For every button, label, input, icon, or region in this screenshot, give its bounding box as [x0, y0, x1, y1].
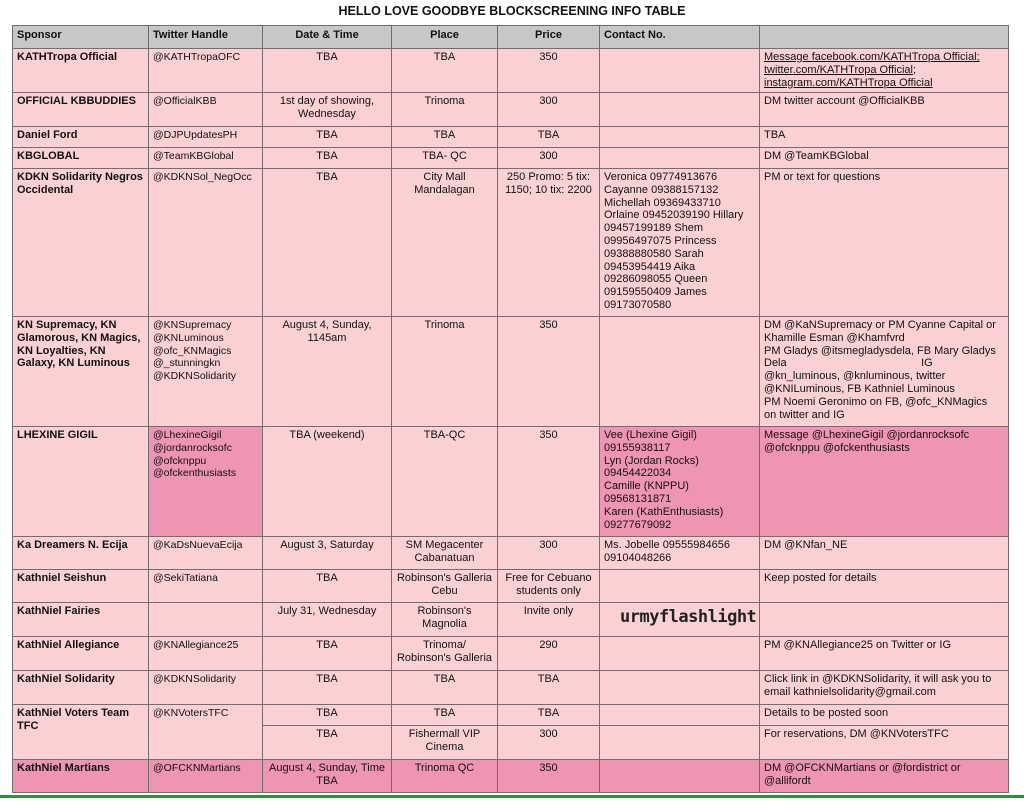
contact-line: Veronica 09774913676: [604, 171, 718, 183]
handle-line: @KNLuminous: [153, 331, 224, 344]
price-cell: 300: [498, 148, 600, 169]
contact-line: Michellah 09369433710: [604, 196, 721, 209]
handle-cell: @TeamKBGlobal: [149, 148, 263, 169]
notes-cell: PM or text for questions: [760, 169, 1009, 317]
handle-cell: @SekiTatiana: [149, 570, 263, 603]
contact-cell: [600, 760, 760, 793]
date-cell: August 4, Sunday, Time TBA: [263, 760, 392, 793]
date-cell: TBA: [263, 705, 392, 726]
handle-cell: @KNVotersTFC: [149, 705, 263, 760]
contact-line: Orlaine 09452039190 Hillary: [604, 209, 744, 222]
contact-cell: [600, 537, 760, 570]
table-row: [13, 317, 1009, 427]
notes-cell: Click link in @KDKNSolidarity, it will ask you to email kathnielsolidarity@gmail.com: [760, 671, 1009, 705]
place-cell: TBA: [392, 49, 498, 93]
notes-line: DM @KaNSupremacy or PM Cyanne Capital or: [764, 319, 996, 331]
date-cell: July 31, Wednesday: [263, 603, 392, 637]
contact-line: Vee (Lhexine Gigil): [604, 429, 697, 441]
price-cell: Free for Cebuano students only: [498, 570, 600, 603]
notes-line: @KNILuminous, FB Kathniel Luminous: [764, 382, 955, 395]
place-cell: Trinoma/ Robinson's Galleria: [392, 637, 498, 671]
place-cell: Fishermall VIP Cinema: [392, 726, 498, 760]
contact-cell: [600, 148, 760, 169]
table-row: [13, 127, 1009, 148]
notes-cell: TBA: [760, 127, 1009, 148]
sponsor-cell: KathNiel Martians: [13, 760, 149, 793]
place-cell: Trinoma: [392, 317, 498, 427]
notes-cell: Message facebook.com/KATHTropa Official; twitter.com/KATHTropa Official; instagram.com/KATHTropa Official: [760, 49, 1009, 93]
price-cell: 300: [498, 726, 600, 760]
contact-line: 09277679092: [604, 518, 672, 531]
date-cell: TBA: [263, 49, 392, 93]
price-cell: 350: [498, 49, 600, 93]
handle-cell: @OfficialKBB: [149, 93, 263, 127]
table-row: [13, 671, 1009, 705]
price-cell: 350: [498, 317, 600, 427]
table-row: [13, 637, 1009, 671]
bottom-border: [0, 795, 1024, 798]
price-cell: TBA: [498, 705, 600, 726]
contact-cell: [600, 726, 760, 760]
notes-cell: DM @KNfan_NE: [760, 537, 1009, 570]
sponsor-cell: KATHTropa Official: [13, 49, 149, 93]
header-row: [13, 26, 1009, 49]
handle-line: @ofcknppu: [153, 454, 207, 467]
notes-cell: DM @OFCKNMartians or @fordistrict or @allifordt: [760, 760, 1009, 793]
handle-cell: [149, 317, 263, 427]
handle-line: @_stunningkn: [153, 357, 221, 370]
contact-line: 09388880580 Sarah: [604, 247, 704, 260]
handle-line: @LhexineGigil: [153, 429, 222, 441]
header-sponsor: Sponsor: [13, 26, 149, 49]
notes-cell: Message @LhexineGigil @jordanrocksofc @ofcknppu @ofckenthusiasts: [760, 427, 1009, 537]
date-cell: August 3, Saturday: [263, 537, 392, 570]
price-cell: TBA: [498, 127, 600, 148]
contact-cell: [600, 127, 760, 148]
contact-line: 09454422034: [604, 467, 672, 480]
place-cell: City Mall Mandalagan: [392, 169, 498, 317]
place-cell: Robinson's Magnolia: [392, 603, 498, 637]
contact-line: 09453954419 Aika: [604, 260, 696, 273]
sponsor-cell: KathNiel Solidarity: [13, 671, 149, 705]
notes-cell: Details to be posted soon: [760, 705, 1009, 726]
date-cell: TBA: [263, 169, 392, 317]
sponsor-cell: Daniel Ford: [13, 127, 149, 148]
handle-cell: @DJPUpdatesPH: [149, 127, 263, 148]
notes-line: PM Gladys @itsmegladysdela, FB Mary Gladys: [764, 344, 996, 357]
contact-line: Camille (KNPPU): [604, 480, 689, 493]
price-cell: 290: [498, 637, 600, 671]
table-row: [13, 570, 1009, 603]
contact-line: 09956497075 Princess: [604, 234, 717, 247]
header-contact: Contact No.: [600, 26, 760, 49]
watermark-text: urmyflashlight: [620, 607, 757, 627]
contact-cell: [600, 637, 760, 671]
notes-line: @kn_luminous, @knluminous, twitter: [764, 370, 946, 383]
date-cell: TBA: [263, 671, 392, 705]
header-notes: [760, 26, 1009, 49]
price-cell: 350: [498, 427, 600, 537]
notes-cell: [760, 603, 1009, 637]
date-cell: TBA: [263, 148, 392, 169]
contact-cell: [600, 317, 760, 427]
contact-line: 09457199189 Shem: [604, 222, 704, 235]
contact-cell: [600, 671, 760, 705]
handle-cell: @OFCKNMartians: [149, 760, 263, 793]
table-row: [13, 49, 1009, 93]
price-cell: 300: [498, 537, 600, 570]
table-row: [13, 93, 1009, 127]
handle-cell: @KaDsNuevaEcija: [149, 537, 263, 570]
notes-cell: DM twitter account @OfficialKBB: [760, 93, 1009, 127]
notes-line: PM Noemi Geronimo on FB, @ofc_KNMagics: [764, 395, 988, 408]
notes-cell: For reservations, DM @KNVotersTFC: [760, 726, 1009, 760]
date-cell: August 4, Sunday, 1145am: [263, 317, 392, 427]
date-cell: TBA: [263, 570, 392, 603]
contact-cell: [600, 169, 760, 317]
table-row: [13, 427, 1009, 537]
table-row: [13, 705, 1009, 726]
table-row: [13, 760, 1009, 793]
sponsor-cell: KathNiel Allegiance: [13, 637, 149, 671]
contact-line: Karen (KathEnthusiasts): [604, 505, 724, 518]
notes-cell: DM @TeamKBGlobal: [760, 148, 1009, 169]
handle-cell: @KNAllegiance25: [149, 637, 263, 671]
handle-cell: @KDKNSolidarity: [149, 671, 263, 705]
table-row: [13, 148, 1009, 169]
handle-line: @KDKNSolidarity: [153, 370, 237, 383]
contact-cell: [600, 705, 760, 726]
handle-cell: [149, 603, 263, 637]
place-cell: Trinoma: [392, 93, 498, 127]
place-cell: TBA-QC: [392, 427, 498, 537]
price-cell: Invite only: [498, 603, 600, 637]
sponsor-cell: KathNiel Fairies: [13, 603, 149, 637]
place-cell: TBA: [392, 705, 498, 726]
price-cell: TBA: [498, 671, 600, 705]
header-date-time: Date & Time: [263, 26, 392, 49]
contact-line: 09568131871: [604, 492, 672, 505]
notes-cell: PM @KNAllegiance25 on Twitter or IG: [760, 637, 1009, 671]
notes-line: on twitter and IG: [764, 408, 845, 421]
table-row: [13, 603, 1009, 637]
date-cell: TBA: [263, 726, 392, 760]
handle-line: @ofckenthusiasts: [153, 467, 237, 480]
contact-line: Cayanne 09388157132: [604, 183, 719, 196]
page-title: HELLO LOVE GOODBYE BLOCKSCREENING INFO TABLE: [338, 4, 686, 18]
contact-line: 09159550409 James: [604, 286, 707, 299]
place-cell: Robinson's Galleria Cebu: [392, 570, 498, 603]
price-cell: 350: [498, 760, 600, 793]
handle-line: @ofc_KNMagics: [153, 344, 232, 357]
header-place: Place: [392, 26, 498, 49]
handle-cell: @KDKNSol_NegOcc: [149, 169, 263, 317]
sponsor-cell: KN Supremacy, KN Glamorous, KN Magics, KN Loyalties, KN Galaxy, KN Luminous: [13, 317, 149, 427]
date-cell: TBA: [263, 127, 392, 148]
header-price: Price: [498, 26, 600, 49]
place-cell: TBA: [392, 671, 498, 705]
sponsor-cell: KathNiel Voters Team TFC: [13, 705, 149, 760]
header-twitter-handle: Twitter Handle: [149, 26, 263, 49]
contact-cell: [600, 49, 760, 93]
date-cell: 1st day of showing, Wednesday: [263, 93, 392, 127]
contact-cell: [600, 93, 760, 127]
notes-cell: [760, 317, 1009, 427]
handle-line: @KNSupremacy: [153, 319, 232, 331]
handle-line: @jordanrocksofc: [153, 441, 232, 454]
date-cell: TBA (weekend): [263, 427, 392, 537]
contact-line: 09286098055 Queen: [604, 273, 708, 286]
contact-line: 09173070580: [604, 298, 672, 311]
price-cell: 300: [498, 93, 600, 127]
place-cell: Trinoma QC: [392, 760, 498, 793]
handle-cell: [149, 427, 263, 537]
contact-line: Lyn (Jordan Rocks): [604, 454, 699, 467]
sponsor-cell: LHEXINE GIGIL: [13, 427, 149, 537]
notes-line: Khamille Esman @Khamfvrd: [764, 331, 905, 344]
sponsor-cell: KBGLOBAL: [13, 148, 149, 169]
sponsor-cell: OFFICIAL KBBUDDIES: [13, 93, 149, 127]
table-row: [13, 537, 1009, 570]
contact-cell: [600, 427, 760, 537]
contact-line: 09155938117: [604, 441, 671, 454]
handle-cell: @KATHTropaOFC: [149, 49, 263, 93]
sponsor-cell: Ka Dreamers N. Ecija: [13, 537, 149, 570]
contact-line: 09104048266: [604, 551, 672, 564]
sponsor-cell: KDKN Solidarity Negros Occidental: [13, 169, 149, 317]
contact-cell: [600, 570, 760, 603]
sponsor-cell: Kathniel Seishun: [13, 570, 149, 603]
contact-line: Ms. Jobelle 09555984656: [604, 539, 730, 551]
price-cell: 250 Promo: 5 tix: 1150; 10 tix: 2200: [498, 169, 600, 317]
notes-line: Dela IG: [764, 357, 933, 370]
place-cell: SM Megacenter Cabanatuan: [392, 537, 498, 570]
blockscreening-table: [12, 25, 1009, 793]
place-cell: TBA: [392, 127, 498, 148]
notes-cell: Keep posted for details: [760, 570, 1009, 603]
table-row: [13, 169, 1009, 317]
date-cell: TBA: [263, 637, 392, 671]
place-cell: TBA- QC: [392, 148, 498, 169]
